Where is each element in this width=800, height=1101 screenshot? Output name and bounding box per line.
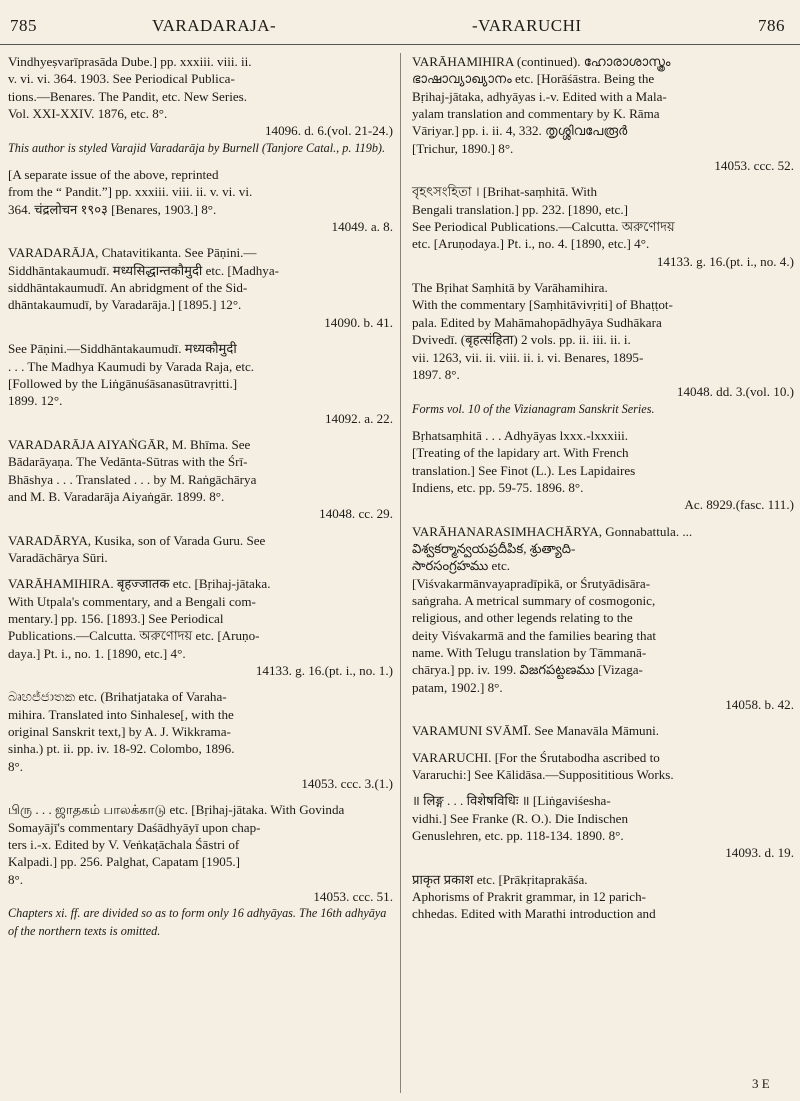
entry-line: chhedas. Edited with Marathi introduction and xyxy=(412,906,656,922)
shelfmark: 14092. a. 22. xyxy=(324,410,393,426)
right-column xyxy=(412,53,794,932)
entry-line: Indiens, etc. pp. 59-75. 1896. 8°. xyxy=(412,479,584,495)
catalog-entry xyxy=(8,532,393,567)
entry-line: vii. 1263, vii. ii. viii. ii. i. vi. Benares, 1895- xyxy=(412,349,644,365)
entry-line: Vāriyar.] pp. i. ii. 4, 332. തൃശ്ശിവപേരൂർ xyxy=(412,123,628,139)
entry-line: Dvivedī. (बृहत्संहिता) 2 vols. pp. ii. iii. ii. i. xyxy=(412,332,631,348)
entry-line: [Trichur, 1890.] 8°. xyxy=(412,140,514,156)
shelfmark: 14053. ccc. 3.(1.) xyxy=(301,776,393,792)
shelfmark: 14049. a. 8. xyxy=(331,219,393,235)
entry-line: mentary.] pp. 156. [1893.] See Periodical xyxy=(8,610,224,626)
entry-line: sinha.) pt. ii. pp. iv. 18-92. Colombo, 1896. xyxy=(8,741,235,757)
entry-line: VARADĀRYA, Kusika, son of Varada Guru. See xyxy=(8,532,266,548)
entry-line: v. vi. vi. 364. 1903. See Periodical Publica- xyxy=(8,71,235,87)
shelfmark: 14093. d. 19. xyxy=(725,845,794,861)
entry-line: VARĀHANARASIMHACHĀRYA, Gonnabattula. ... xyxy=(412,523,693,539)
shelfmark: 14048. dd. 3.(vol. 10.) xyxy=(676,384,794,400)
entry-line: বৃহৎসংহিতা । [Brihat-saṃhitā. With xyxy=(412,184,598,200)
catalog-entry xyxy=(412,183,794,270)
entry-line: ॥ लिङ्ग . . . विशेषविधिः ॥ [Liṅgaviśesha- xyxy=(412,793,611,809)
entry-line: . . . The Madhya Kaumudi by Varada Raja, etc. xyxy=(8,358,255,374)
entry-line: from the “ Pandit.”] pp. xxxiii. viii. ii. v. vi. vi. xyxy=(8,184,253,200)
entry-line: VARĀHAMIHIRA (continued). ഹോരാശാസ്ത്രം xyxy=(412,54,671,69)
entry-line: VARADARĀJA AIYAṄGĀR, M. Bhīma. See xyxy=(8,436,251,452)
entry-line: patam, 1902.] 8°. xyxy=(412,679,503,695)
entry-line: ters i.-x. Edited by V. Veṅkaṭāchala Śāstri of xyxy=(8,837,240,853)
catalog-entry xyxy=(8,688,393,792)
entry-line: Publications.—Calcutta. অরুণোদয় etc. [Aruṇo- xyxy=(8,628,260,644)
shelfmark: Ac. 8929.(fasc. 111.) xyxy=(684,497,794,513)
shelfmark: 14133. g. 16.(pt. i., no. 1.) xyxy=(255,663,393,678)
entry-line: Vararuchi:] See Kālidāsa.—Supposititious Works. xyxy=(412,767,674,783)
catalog-entry xyxy=(412,427,794,514)
entry-line: విశ్వకర్మాన్వయప్రదీపిక, శ్రుత్యాది- xyxy=(412,540,576,556)
entry-line: and M. B. Varadarāja Aiyaṅgār. 1899. 8°. xyxy=(8,488,225,504)
entry-line: yalam translation and commentary by K. Rāma xyxy=(412,106,660,122)
entry-line: Kalpadi.] pp. 256. Palghat, Capatam [1905.] xyxy=(8,854,240,870)
shelfmark: 14133. g. 16.(pt. i., no. 4.) xyxy=(656,253,794,269)
entry-line: 8°. xyxy=(8,871,24,887)
entry-line: ഭാഷാവ്യാഖ്യാനം etc. [Horāśāstra. Being the xyxy=(412,71,655,87)
entry-line: பிரு . . . ஜாதகம் பாலக்காடு etc. [Bṛihaj-jātaka. With Govinda xyxy=(8,802,345,818)
entry-line: VARADARĀJA, Chatavitikanta. See Pāṇini.— xyxy=(8,245,257,261)
entry-line: 1899. 12°. xyxy=(8,393,63,409)
shelfmark: 14090. b. 41. xyxy=(324,314,393,330)
entry-line: Bhāshya . . . Translated . . . by M. Raṅgāchārya xyxy=(8,471,257,487)
entry-line: प्राकृत प्रकाश etc. [Prākṛitaprakāśa. xyxy=(412,871,588,887)
entry-line: Bṛihaj-jātaka, adhyāyas i.-v. Edited with a Mala- xyxy=(412,88,667,104)
page-header xyxy=(0,14,800,42)
entry-line: [Viśvakarmānvayapradīpikā, or Śrutyādisāra- xyxy=(412,575,651,591)
catalog-entry xyxy=(8,436,393,523)
entry-line: [A separate issue of the above, reprinted xyxy=(8,167,219,183)
header-rule xyxy=(0,44,800,45)
entry-line: Varadāchārya Sūri. xyxy=(8,549,108,565)
catalog-entry xyxy=(8,340,393,427)
column-divider xyxy=(400,53,401,1093)
entry-line: Somayājī's commentary Daśādhyāyī upon chap- xyxy=(8,819,261,835)
shelfmark: 14096. d. 6.(vol. 21-24.) xyxy=(264,123,393,139)
entry-line: See Periodical Publications.—Calcutta. অরুণোদয় xyxy=(412,219,675,235)
entry-line: chārya.] pp. iv. 199. విజగపట్టణము [Vizaga- xyxy=(412,662,643,678)
entry-line: 8°. xyxy=(8,758,24,774)
left-column xyxy=(8,53,393,949)
entry-line: deity Viśvakarmā and the families bearing that xyxy=(412,627,657,643)
shelfmark: 14058. b. 42. xyxy=(725,697,794,713)
entry-line: సారసంగ్రహము etc. xyxy=(412,558,511,574)
catalog-entry xyxy=(8,575,393,679)
entry-line: [Treating of the lapidary art. With French xyxy=(412,445,629,461)
entry-note: Chapters xi. ff. are divided so as to form only 16 adhyāyas. The 16th adhyāya of the northern texts is omitted. xyxy=(8,906,387,938)
entry-line: 364. चंद्रलोचन १९०३ [Benares, 1903.] 8°. xyxy=(8,201,217,217)
page-number-left: 785 xyxy=(10,16,37,35)
catalog-entry xyxy=(8,801,393,940)
entry-line: Bṛhatsaṃhitā . . . Adhyāyas lxxx.-lxxxiii. xyxy=(412,427,629,443)
entry-line: With the commentary [Saṃhitāvivṛiti] of Bhaṭṭot- xyxy=(412,297,673,313)
catalog-entry xyxy=(8,53,393,157)
signature-mark: 3 E xyxy=(752,1076,770,1091)
entry-line: mihira. Translated into Sinhalese[, with the xyxy=(8,706,234,722)
entry-line: original Sanskrit text,] by A. J. Wikkrama- xyxy=(8,724,231,740)
entry-line: translation.] See Finot (L.). Les Lapidaires xyxy=(412,462,636,478)
entry-line: Bengali translation.] pp. 232. [1890, etc.] xyxy=(412,201,628,217)
entry-note: This author is styled Varajid Varadarāja by Burnell (Tanjore Catal., p. 119b). xyxy=(8,140,386,155)
entry-line: VARAMUNI SVĀMĪ. See Manavāla Māmuni. xyxy=(412,723,660,739)
entry-line: Vol. XXI-XXIV. 1876, etc. 8°. xyxy=(8,106,168,122)
entry-line: dhāntakaumudī, by Varadarāja.] [1895.] 12°. xyxy=(8,297,242,313)
entry-line: 1897. 8°. xyxy=(412,366,460,382)
running-head-left: VARADARAJA- xyxy=(152,16,277,35)
catalog-entry xyxy=(8,166,393,235)
entry-line: religious, and other legends relating to the xyxy=(412,610,633,626)
entry-line: Siddhāntakaumudī. मध्यसिद्धान्तकौमुदी etc. [Madhya- xyxy=(8,262,280,278)
catalog-entry xyxy=(412,749,794,784)
entry-line: See Pāṇini.—Siddhāntakaumudī. मध्यकौमुदी xyxy=(8,341,237,357)
catalog-entry xyxy=(412,53,794,174)
catalog-entry xyxy=(412,722,794,739)
catalog-entry xyxy=(412,279,794,418)
entry-line: VARĀHAMIHIRA. बृहज्जातक etc. [Bṛihaj-jātaka. xyxy=(8,576,271,592)
entry-line: The Bṛihat Saṃhitā by Varāhamihira. xyxy=(412,280,608,296)
entry-line: Bādarāyaṇa. The Vedānta-Sūtras with the Śrī- xyxy=(8,454,248,470)
entry-line: saṅgraha. A metrical summary of cosmogonic, xyxy=(412,592,656,608)
entry-line: daya.] Pt. i., no. 1. [1890, etc.] 4°. xyxy=(8,645,186,661)
shelfmark: 14048. cc. 29. xyxy=(319,506,393,522)
entry-line: Genuslehren, etc. pp. 118-134. 1890. 8°. xyxy=(412,828,624,844)
shelfmark: 14053. ccc. 51. xyxy=(313,889,393,905)
entry-line: [Followed by the Liṅgānuśāsanasūtravṛitti.] xyxy=(8,375,238,391)
entry-line: Vindhyeṣvarīprasāda Dube.] pp. xxxiii. viii. ii. xyxy=(8,54,252,69)
catalog-entry xyxy=(412,523,794,714)
entry-line: vidhi.] See Franke (R. O.). Die Indischen xyxy=(412,810,628,826)
shelfmark: 14053. ccc. 52. xyxy=(714,158,794,174)
entry-note: Forms vol. 10 of the Vizianagram Sanskrit Series. xyxy=(412,401,655,416)
running-head-right: -VARARUCHI xyxy=(472,16,582,35)
entry-line: බෘහජ්ජාතක etc. (Brihatjataka of Varaha- xyxy=(8,689,227,705)
entry-line: siddhāntakaumudī. An abridgment of the Sid- xyxy=(8,280,248,296)
entry-line: VARARUCHI. [For the Śrutabodha ascribed to xyxy=(412,749,660,765)
entry-line: name. With Telugu translation by Tāmmanā- xyxy=(412,645,647,660)
entry-line: tions.—Benares. The Pandit, etc. New Series. xyxy=(8,88,248,104)
page-number-right: 786 xyxy=(758,16,785,35)
catalog-entry xyxy=(8,244,393,331)
entry-line: etc. [Aruṇodaya.] Pt. i., no. 4. [1890, etc.] 4°. xyxy=(412,236,650,252)
entry-line: pala. Edited by Mahāmahopādhyāya Sudhākara xyxy=(412,314,662,330)
catalog-entry xyxy=(412,792,794,861)
entry-line: With Utpala's commentary, and a Bengali com- xyxy=(8,593,256,609)
entry-line: Aphorisms of Prakrit grammar, in 12 parich- xyxy=(412,889,647,905)
catalog-entry xyxy=(412,871,794,923)
